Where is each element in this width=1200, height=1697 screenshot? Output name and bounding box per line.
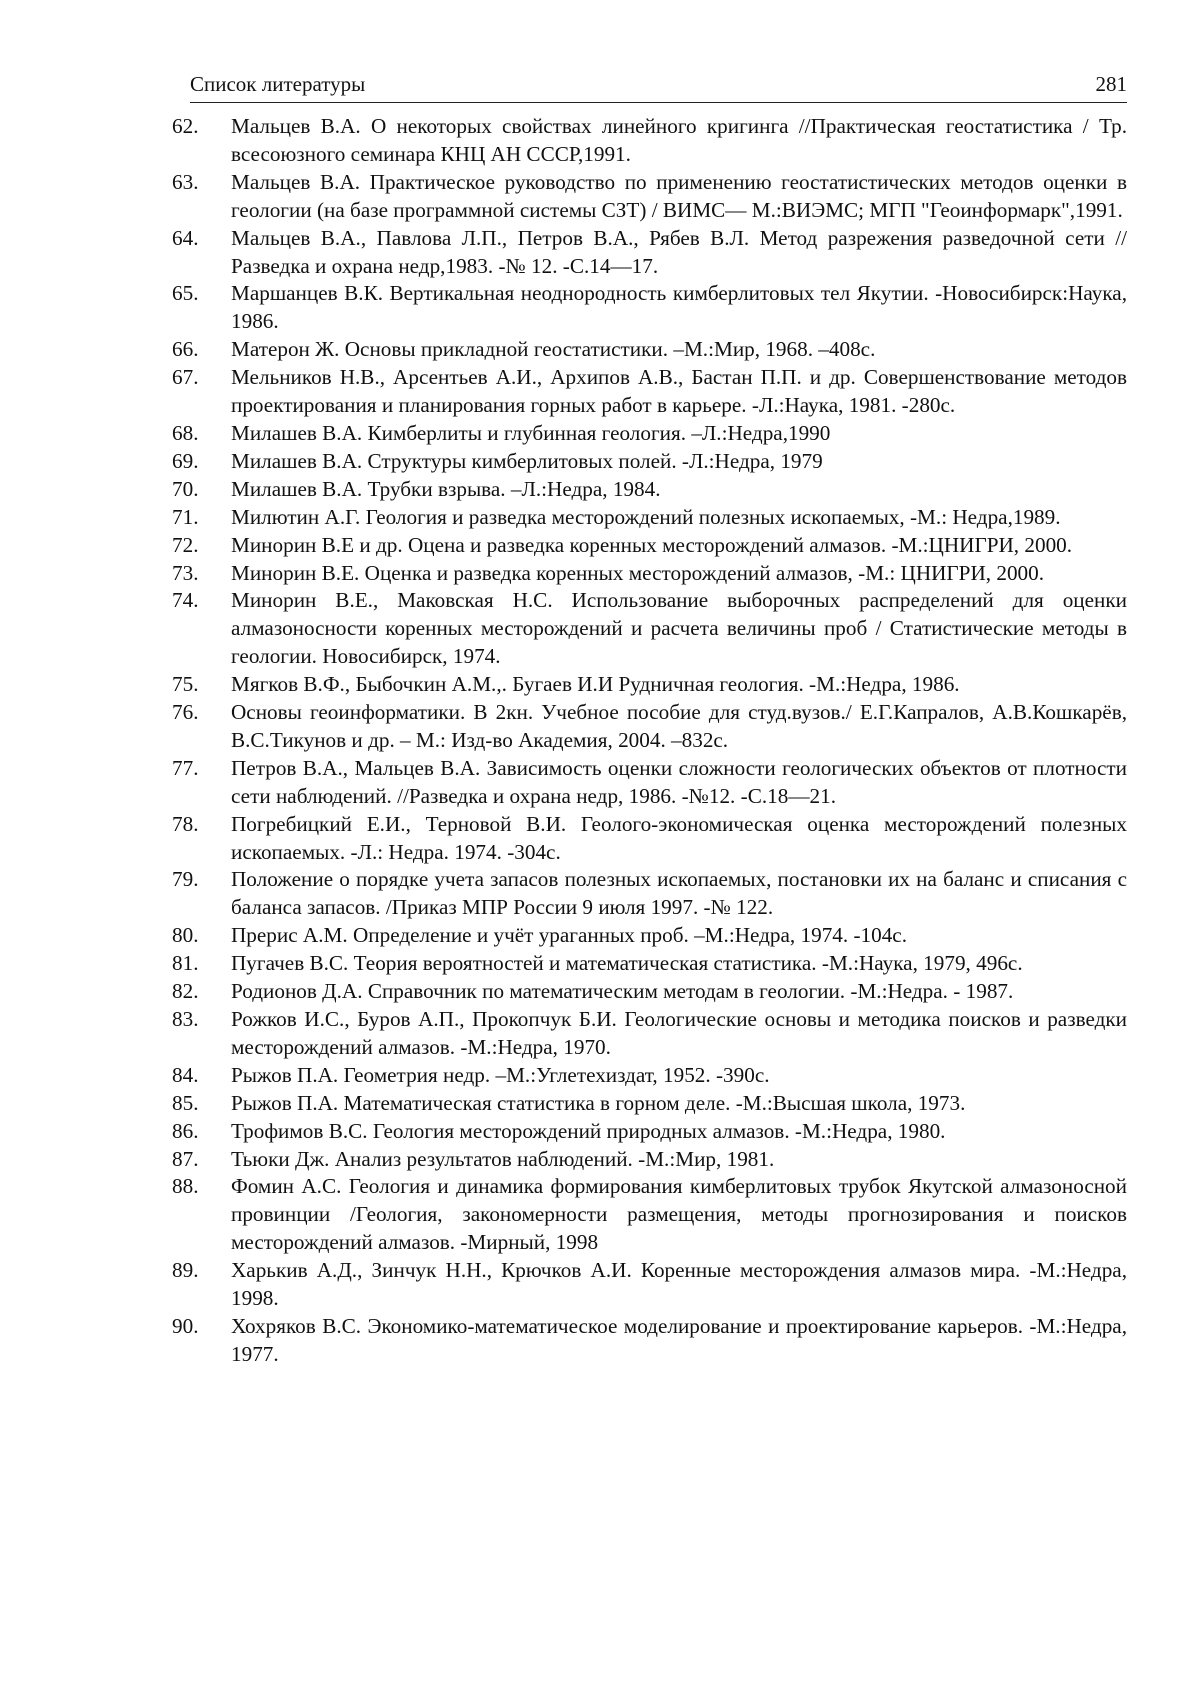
- reference-text: Милашев В.А. Кимберлиты и глубинная геология. –Л.:Недра,1990: [231, 420, 831, 445]
- reference-text: Милашев В.А. Структуры кимберлитовых полей. -Л.:Недра, 1979: [231, 448, 823, 473]
- reference-item: [172, 448, 1127, 476]
- reference-text: Милашев В.А. Трубки взрыва. –Л.:Недра, 1984.: [231, 476, 661, 501]
- reference-number: 62.: [172, 114, 199, 138]
- reference-text: Мальцев В.А. Практическое руководство по применению геостатистических методов оценки в геологии (на базе программной системы СЗТ) / ВИМС— М.:ВИЭМС; МГП "Геоинформарк",1991.: [231, 169, 1127, 222]
- reference-text: Прерис А.М. Определение и учёт ураганных проб. –М.:Недра, 1974. -104с.: [231, 923, 908, 948]
- reference-item: [172, 420, 1127, 448]
- reference-item: [172, 169, 1127, 225]
- reference-text: Тьюки Дж. Анализ результатов наблюдений. -М.:Мир, 1981.: [231, 1146, 775, 1171]
- reference-number: 66.: [172, 337, 199, 362]
- reference-item: [172, 504, 1127, 532]
- reference-text: Родионов Д.А. Справочник по математическим методам в геологии. -М.:Недра. - 1987.: [231, 979, 1014, 1004]
- reference-number: 73.: [172, 560, 199, 585]
- reference-text: Фомин А.С. Геология и динамика формирования кимберлитовых трубок Якутской алмазоносной провинции /Геология, закономерности размещения, методы прогнозирования и поисков месторождений алмазов. -Мирный, 1998: [231, 1174, 1127, 1255]
- reference-item: [172, 922, 1127, 950]
- reference-number: 88.: [172, 1174, 199, 1199]
- reference-text: Маршанцев В.К. Вертикальная неоднородность кимберлитовых тел Якутии. -Новосибирск:Наука, 1986.: [231, 281, 1127, 334]
- reference-item: [172, 950, 1127, 978]
- reference-number: 81.: [172, 951, 199, 976]
- reference-number: 68.: [172, 420, 199, 445]
- page-header: [190, 72, 1127, 103]
- reference-text: Минорин В.Е., Маковская Н.С. Использование выборочных распределений для оценки алмазоносности коренных месторождений и расчета величины проб / Статистические методы в геологии. Новосибирск, 1974.: [231, 588, 1127, 669]
- reference-text: Пугачев В.С. Теория вероятностей и математическая статистика. -М.:Наука, 1979, 496с.: [231, 951, 1023, 976]
- reference-number: 69.: [172, 448, 199, 473]
- reference-item: [172, 699, 1127, 755]
- reference-number: 89.: [172, 1258, 199, 1283]
- reference-item: [172, 364, 1127, 420]
- reference-number: 72.: [172, 532, 199, 557]
- reference-number: 85.: [172, 1090, 199, 1115]
- reference-item: [172, 1118, 1127, 1146]
- reference-text: Погребицкий Е.И., Терновой В.И. Геолого-экономическая оценка месторождений полезных ископаемых. -Л.: Недра. 1974. -304с.: [231, 811, 1127, 864]
- reference-item: [172, 671, 1127, 699]
- reference-number: 71.: [172, 504, 199, 529]
- reference-item: [172, 113, 1127, 169]
- page-number: 281: [1095, 72, 1127, 96]
- reference-number: 74.: [172, 588, 199, 613]
- reference-text: Основы геоинформатики. В 2кн. Учебное пособие для студ.вузов./ Е.Г.Капралов, А.В.Кошкарёв, В.С.Тикунов и др. – М.: Изд-во Академия, 2004. –832с.: [231, 700, 1127, 752]
- reference-number: 76.: [172, 700, 199, 725]
- reference-item: [172, 280, 1127, 336]
- reference-text: Мягков В.Ф., Быбочкин А.М.,. Бугаев И.И Рудничная геология. -М.:Недра, 1986.: [231, 672, 960, 697]
- reference-number: 63.: [172, 169, 199, 194]
- reference-number: 65.: [172, 281, 199, 306]
- reference-number: 83.: [172, 1007, 199, 1031]
- reference-item: [172, 225, 1127, 281]
- reference-text: Петров В.А., Мальцев В.А. Зависимость оценки сложности геологических объектов от плотности сети наблюдений. //Разведка и охрана недр, 1986. -№12. -С.18—21.: [231, 755, 1127, 808]
- reference-text: Хохряков В.С. Экономико-математическое моделирование и проектирование карьеров. -М.:Недра, 1977.: [231, 1313, 1127, 1366]
- reference-item: [172, 811, 1127, 867]
- reference-text: Рыжов П.А. Математическая статистика в горном деле. -М.:Высшая школа, 1973.: [231, 1090, 966, 1115]
- reference-text: Положение о порядке учета запасов полезных ископаемых, постановки их на баланс и списания с баланса запасов. /Приказ МПР России 9 июля 1997. -№ 122.: [231, 867, 1127, 920]
- reference-text: Мальцев В.А. О некоторых свойствах линейного кригинга //Практическая геостатистика / Тр. всесоюзного семинара КНЦ АН СССР,1991.: [231, 114, 1127, 166]
- reference-text: Мальцев В.А., Павлова Л.П., Петров В.А., Рябев В.Л. Метод разрежения разведочной сети // Разведка и охрана недр,1983. -№ 12. -С.14—17.: [231, 225, 1127, 278]
- reference-number: 64.: [172, 225, 199, 250]
- reference-item: [172, 978, 1127, 1006]
- reference-text: Минорин В.Е и др. Оцена и разведка коренных месторождений алмазов. -М.:ЦНИГРИ, 2000.: [231, 532, 1073, 557]
- reference-number: 67.: [172, 365, 199, 390]
- reference-number: 86.: [172, 1118, 199, 1143]
- reference-text: Матерон Ж. Основы прикладной геостатистики. –М.:Мир, 1968. –408с.: [231, 337, 876, 362]
- reference-number: 80.: [172, 923, 199, 948]
- reference-text: Рыжов П.А. Геометрия недр. –М.:Углетехиздат, 1952. -390с.: [231, 1062, 770, 1087]
- reference-number: 82.: [172, 979, 199, 1004]
- reference-item: [172, 1006, 1127, 1062]
- reference-item: [172, 1146, 1127, 1174]
- reference-number: 84.: [172, 1062, 199, 1087]
- reference-item: [172, 1257, 1127, 1313]
- reference-number: 70.: [172, 476, 199, 501]
- reference-number: 79.: [172, 867, 199, 892]
- reference-text: Минорин В.Е. Оценка и разведка коренных месторождений алмазов, -М.: ЦНИГРИ, 2000.: [231, 560, 1045, 585]
- reference-item: [172, 1062, 1127, 1090]
- reference-item: [172, 476, 1127, 504]
- reference-text: Рожков И.С., Буров А.П., Прокопчук Б.И. Геологические основы и методика поисков и разведки месторождений алмазов. -М.:Недра, 1970.: [231, 1007, 1127, 1059]
- reference-item: [172, 1090, 1127, 1118]
- reference-text: Милютин А.Г. Геология и разведка месторождений полезных ископаемых, -М.: Недра,1989.: [231, 504, 1061, 529]
- reference-item: [172, 1173, 1127, 1257]
- reference-text: Харькив А.Д., Зинчук Н.Н., Крючков А.И. Коренные месторождения алмазов мира. -М.:Недра, 1998.: [231, 1258, 1127, 1311]
- reference-number: 75.: [172, 672, 199, 697]
- reference-item: [172, 755, 1127, 811]
- reference-item: [172, 560, 1127, 588]
- reference-number: 78.: [172, 811, 199, 836]
- reference-number: 77.: [172, 755, 199, 780]
- reference-item: [172, 587, 1127, 671]
- reference-item: [172, 1313, 1127, 1369]
- reference-text: Мельников Н.В., Арсентьев А.И., Архипов А.В., Бастан П.П. и др. Совершенствование методов проектирования и планирования горных работ в карьере. -Л.:Наука, 1981. -280с.: [231, 365, 1127, 418]
- reference-number: 90.: [172, 1313, 199, 1338]
- reference-list: [172, 113, 1127, 1369]
- reference-number: 87.: [172, 1146, 199, 1171]
- reference-text: Трофимов В.С. Геология месторождений природных алмазов. -М.:Недра, 1980.: [231, 1118, 946, 1143]
- running-title: Список литературы: [190, 72, 366, 96]
- reference-item: [172, 336, 1127, 364]
- reference-item: [172, 532, 1127, 560]
- reference-item: [172, 866, 1127, 922]
